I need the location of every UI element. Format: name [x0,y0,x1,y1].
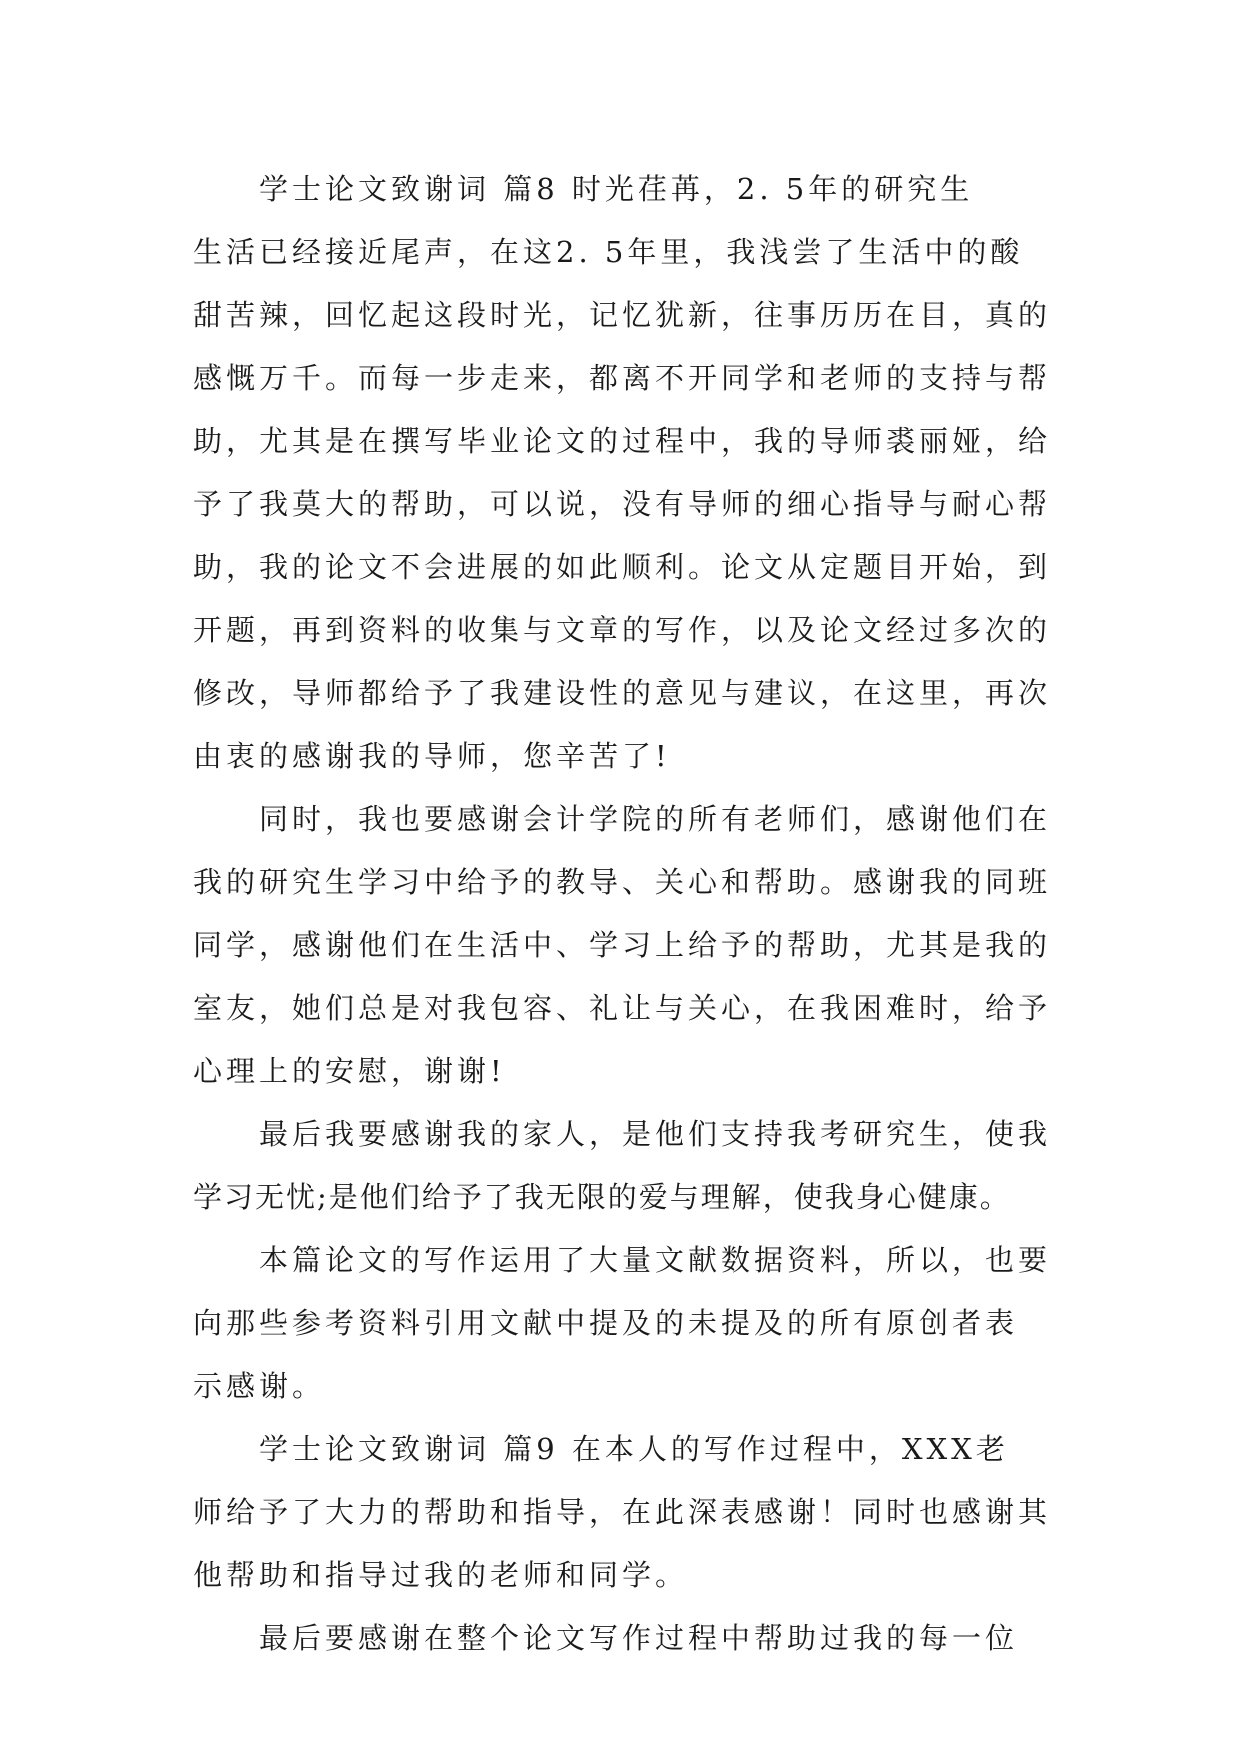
text-line: 最后要感谢在整个论文写作过程中帮助过我的每一位 [259,1621,1019,1655]
text-line: 学士论文致谢词 篇8 时光荏苒，2. 5年的研究生 [259,172,974,206]
text-line: 本篇论文的写作运用了大量文献数据资料，所以，也要 [259,1243,1052,1277]
text-line: 生活已经接近尾声，在这2. 5年里，我浅尝了生活中的酸 [193,235,1024,269]
text-line: 同时，我也要感谢会计学院的所有老师们，感谢他们在 [259,802,1052,836]
text-line: 助，我的论文不会进展的如此顺利。论文从定题目开始，到 [193,550,1052,584]
text-line: 修改，导师都给予了我建设性的意见与建议，在这里，再次 [193,676,1052,710]
text-line: 由衷的感谢我的导师，您辛苦了! [193,739,671,773]
text-line: 室友，她们总是对我包容、礼让与关心，在我困难时，给予 [193,991,1052,1025]
document-body [193,158,1073,1670]
text-line: 他帮助和指导过我的老师和同学。 [193,1558,689,1592]
text-line: 甜苦辣，回忆起这段时光，记忆犹新，往事历历在目，真的 [193,298,1052,332]
text-line: 学习无忧;是他们给予了我无限的爱与理解，使我身心健康。 [193,1180,1011,1214]
text-line: 予了我莫大的帮助，可以说，没有导师的细心指导与耐心帮 [193,487,1052,521]
text-line: 我的研究生学习中给予的教导、关心和帮助。感谢我的同班 [193,865,1052,899]
text-line: 向那些参考资料引用文献中提及的未提及的所有原创者表 [193,1306,1019,1340]
text-line: 心理上的安慰，谢谢! [193,1054,506,1088]
text-line: 感慨万千。而每一步走来，都离不开同学和老师的支持与帮 [193,361,1052,395]
text-line: 助，尤其是在撰写毕业论文的过程中，我的导师裘丽娅，给 [193,424,1052,458]
text-line: 示感谢。 [193,1369,326,1403]
text-line: 开题，再到资料的收集与文章的写作，以及论文经过多次的 [193,613,1052,647]
text-line: 学士论文致谢词 篇9 在本人的写作过程中，XXX老 [259,1432,1009,1466]
text-line: 师给予了大力的帮助和指导，在此深表感谢！同时也感谢其 [193,1495,1052,1529]
text-line: 同学，感谢他们在生活中、学习上给予的帮助，尤其是我的 [193,928,1052,962]
text-line: 最后我要感谢我的家人，是他们支持我考研究生，使我 [259,1117,1052,1151]
